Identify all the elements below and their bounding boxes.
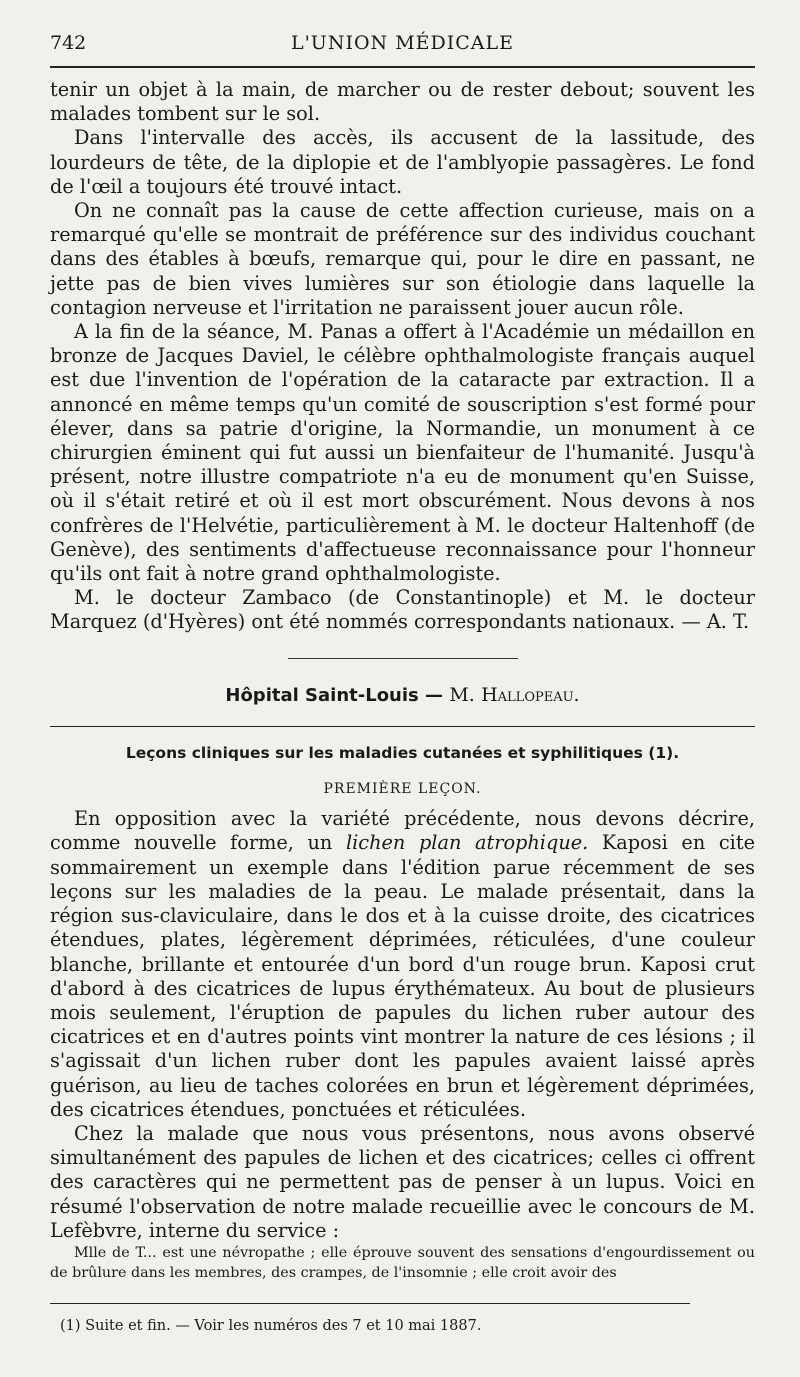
paragraph: M. le docteur Zambaco (de Constantinople) et M. le docteur Marquez (d'Hyères) ont été nommés correspondants nationaux. — A. T.	[50, 586, 755, 634]
running-header	[50, 30, 755, 60]
paragraph	[50, 807, 755, 1122]
paragraph: A la fin de la séance, M. Panas a offert à l'Académie un médaillon en bronze de Jacques Daviel, le célèbre ophthalmologiste français auquel est due l'invention de l'opération de la cataracte par extraction. Il a annoncé en même temps qu'un comité de souscription s'est formé pour élever, dans sa patrie d'origine, la Normandie, un monument à ce chirurgien éminent qui fut aussi un bienfaiteur de l'humanité. Jusqu'à présent, notre illustre compatriote n'a eu de monument qu'en Suisse, où il s'était retiré et où il est mort obscurément. Nous devons à nos confrères de l'Helvétie, particulièrement à M. le docteur Haltenhoff (de Genève), des sentiments d'affectueuse reconnaissance pour l'honneur qu'ils ont fait à notre grand ophthalmologiste.	[50, 320, 755, 586]
paragraph-text: En opposition avec la variété précédente, nous devons décrire, comme nouvelle forme, un	[50, 807, 755, 855]
footnote-rule	[50, 1303, 690, 1304]
observation-text: Mlle de T... est une névropathe ; elle éprouve souvent des sensations d'engourdissement ou de brûlure dans les membres, des crampes, de l'insomnie ; elle croit avoir des	[50, 1244, 755, 1281]
paragraph: On ne connaît pas la cause de cette affection curieuse, mais on a remarqué qu'elle se montrait de préférence sur des individus couchant dans des étables à bœufs, remarque qui, pour le dire en passant, ne jette pas de bien vives lumières sur son étiologie dans laquelle la contagion nerveuse et l'irritation ne paraissent jouer aucun rôle.	[50, 199, 755, 319]
page-number: 742	[50, 32, 87, 54]
paragraph-text: Kaposi en cite sommairement un exemple dans l'édition parue récemment de ses leçons sur les maladies de la peau. Le malade présentait, dans la région sus-claviculaire, dans le dos et à la cuisse droite, des cicatrices étendues, plates, légèrement déprimées, réticulées, d'une couleur blanche, brillante et entourée d'un bord d'un rouge brun. Kaposi crut d'abord à des cicatrices de lupus érythémateux. Au bout de plusieurs mois seulement, l'éruption de papules du lichen ruber autour des cicatrices et en d'autres points vint montrer la nature de ces lésions ; il s'agissait d'un lichen ruber dont les papules avaient laissé après guérison, au lieu de taches colorées en brun et légèrement déprimées, des cicatrices étendues, ponctuées et réticulées.	[50, 831, 755, 1121]
doctor-name: Hallopeau.	[481, 683, 580, 706]
paragraph: tenir un objet à la main, de marcher ou de rester debout; souvent les malades tombent sur le sol.	[50, 78, 755, 126]
italic-term: lichen plan atrophique.	[345, 831, 589, 855]
paragraph: Chez la malade que nous vous présentons, nous avons observé simultanément des papules de lichen et des cicatrices; celles ci offrent des caractères qui ne permettent pas de penser à un lupus. Voici en résumé l'observation de notre malade recueillie avec le concours de M. Lefèbvre, interne du service :	[50, 1121, 755, 1242]
hospital-name: Hôpital Saint-Louis —	[225, 684, 444, 706]
footnote: (1) Suite et fin. — Voir les numéros des 7 et 10 mai 1887.	[60, 1317, 482, 1334]
lesson-title: Leçons cliniques sur les maladies cutanées et syphilitiques (1).	[125, 743, 680, 762]
journal-title: L'UNION MÉDICALE	[290, 32, 515, 54]
paragraph: Dans l'intervalle des accès, ils accusent de la lassitude, des lourdeurs de tête, de la diplopie et de l'amblyopie passagères. Le fond de l'œil a toujours été trouvé intact.	[50, 126, 755, 198]
article-body	[50, 78, 755, 1338]
heading-rule	[50, 726, 755, 727]
section-separator	[288, 658, 518, 659]
section-heading	[50, 683, 755, 708]
page	[50, 30, 755, 1334]
header-rule	[50, 66, 755, 68]
lesson-number: PREMIÈRE LEÇON.	[323, 781, 482, 798]
doctor-prefix: M.	[449, 683, 475, 706]
